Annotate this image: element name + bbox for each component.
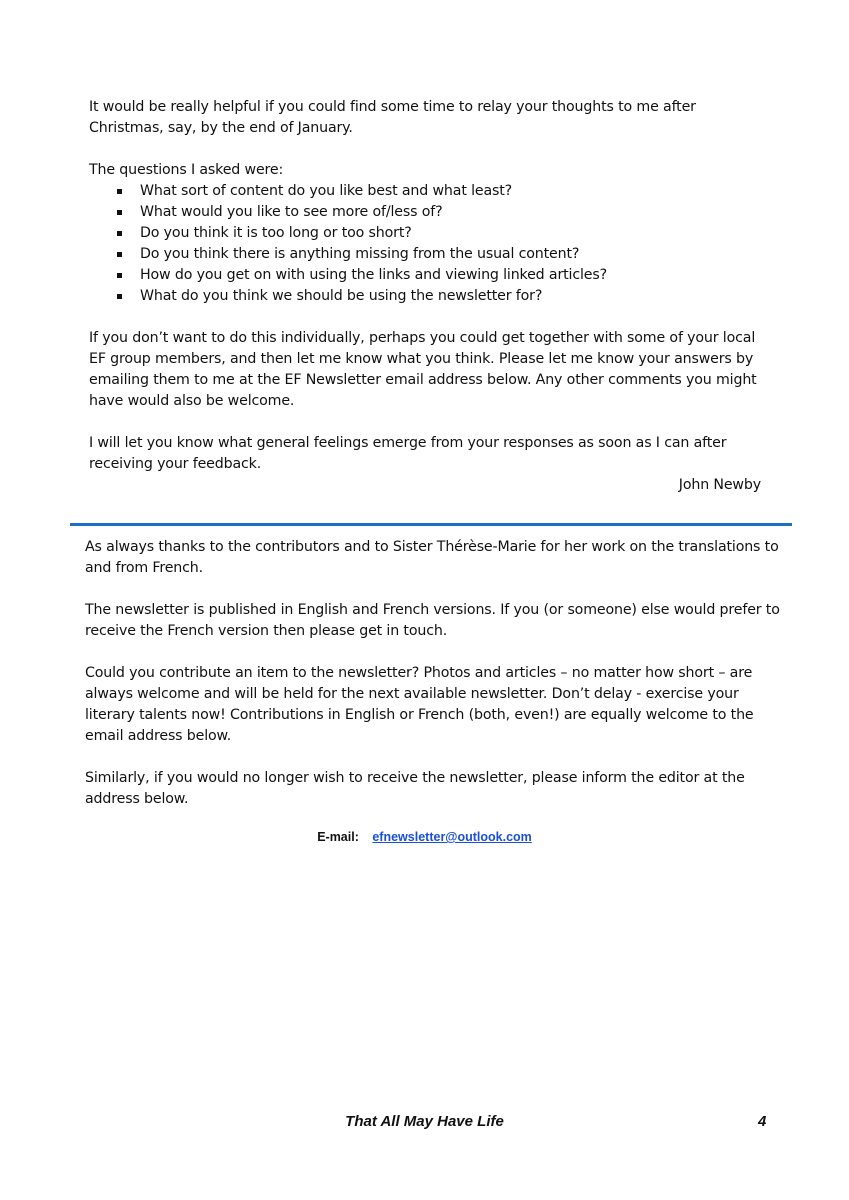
question-text: What sort of content do you like best and what least? <box>140 183 513 199</box>
questions-heading: The questions I asked were: <box>89 162 284 178</box>
question-item <box>89 265 769 286</box>
square-bullet-icon <box>117 273 122 278</box>
unsubscribe-paragraph-line: address below. <box>85 791 189 807</box>
page-number: 4 <box>758 1113 767 1130</box>
author-signature: John Newby <box>678 477 761 493</box>
question-item <box>89 202 769 223</box>
section-divider <box>70 523 792 526</box>
paragraph-spacer <box>85 747 785 768</box>
question-item <box>89 286 769 307</box>
feedback-paragraph-line: I will let you know what general feelings emerge from your responses as soon as I can after <box>89 435 727 451</box>
square-bullet-icon <box>117 252 122 257</box>
versions-paragraph-line: The newsletter is published in English and French versions. If you (or someone) else would prefer to <box>85 602 780 618</box>
email-link[interactable]: efnewsletter@outlook.com <box>372 830 532 844</box>
paragraph-spacer <box>85 579 785 600</box>
contribute-paragraph-line: always welcome and will be held for the next available newsletter. Don’t delay - exercise your <box>85 686 739 702</box>
request-paragraph-line: Christmas, say, by the end of January. <box>89 120 353 136</box>
question-text: What do you think we should be using the newsletter for? <box>140 288 543 304</box>
feedback-request-section <box>89 97 769 496</box>
feedback-paragraph-line: receiving your feedback. <box>89 456 262 472</box>
thanks-paragraph-line: and from French. <box>85 560 203 576</box>
editorial-notes-section <box>85 537 785 810</box>
square-bullet-icon <box>117 189 122 194</box>
group-paragraph-line: emailing them to me at the EF Newsletter email address below. Any other comments you might <box>89 372 757 388</box>
questions-list <box>89 181 769 307</box>
versions-paragraph-line: receive the French version then please get in touch. <box>85 623 448 639</box>
footer-title: That All May Have Life <box>345 1113 504 1130</box>
thanks-paragraph-line: As always thanks to the contributors and to Sister Thérèse-Marie for her work on the translations to <box>85 539 779 555</box>
square-bullet-icon <box>117 294 122 299</box>
unsubscribe-paragraph-line: Similarly, if you would no longer wish to receive the newsletter, please inform the editor at the <box>85 770 745 786</box>
paragraph-spacer <box>89 307 769 328</box>
email-label: E-mail: <box>317 830 359 844</box>
group-paragraph-line: have would also be welcome. <box>89 393 295 409</box>
group-paragraph-line: EF group members, and then let me know what you think. Please let me know your answers by <box>89 351 754 367</box>
paragraph-spacer <box>89 412 769 433</box>
question-item <box>89 181 769 202</box>
question-item <box>89 223 769 244</box>
contribute-paragraph-line: email address below. <box>85 728 232 744</box>
request-paragraph-line: It would be really helpful if you could find some time to relay your thoughts to me after <box>89 99 696 115</box>
contact-email-line <box>0 828 849 846</box>
paragraph-spacer <box>85 642 785 663</box>
question-text: How do you get on with using the links and viewing linked articles? <box>140 267 607 283</box>
paragraph-spacer <box>89 139 769 160</box>
square-bullet-icon <box>117 231 122 236</box>
question-text: Do you think there is anything missing from the usual content? <box>140 246 580 262</box>
contribute-paragraph-line: literary talents now! Contributions in English or French (both, even!) are equally welcome to the <box>85 707 754 723</box>
contribute-paragraph-line: Could you contribute an item to the newsletter? Photos and articles – no matter how short – are <box>85 665 753 681</box>
question-text: Do you think it is too long or too short? <box>140 225 412 241</box>
question-text: What would you like to see more of/less of? <box>140 204 443 220</box>
question-item <box>89 244 769 265</box>
square-bullet-icon <box>117 210 122 215</box>
group-paragraph-line: If you don’t want to do this individually, perhaps you could get together with some of your local <box>89 330 756 346</box>
